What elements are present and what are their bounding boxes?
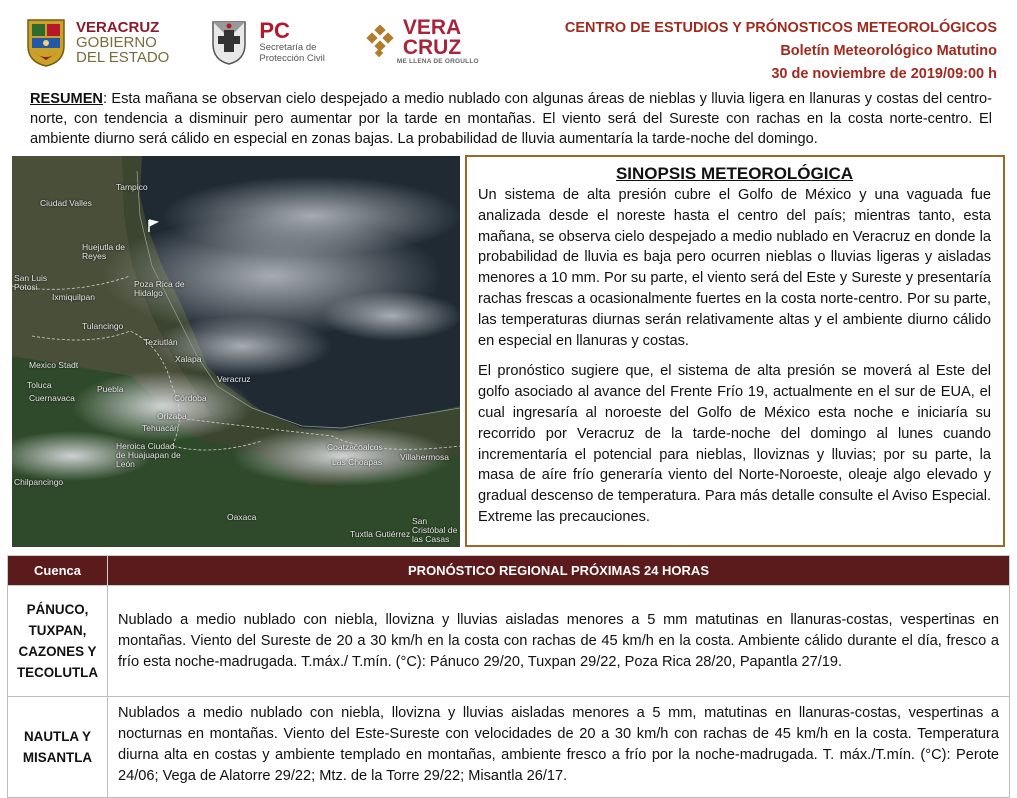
map-city-label: Mexico Stadt <box>29 360 79 370</box>
map-city-label: Las Choapas <box>332 457 383 467</box>
table-row <box>8 697 1010 798</box>
map-city-label: Toluca <box>27 380 52 390</box>
veracruz-brand-logo <box>363 18 479 66</box>
map-city-label: Chilpancingo <box>14 477 64 487</box>
satellite-map <box>12 156 460 547</box>
logo-veracruz-line1: VERACRUZ <box>76 18 160 36</box>
synopsis-box <box>465 155 1005 547</box>
map-city-label: Cuernavaca <box>29 393 75 403</box>
basin-cell: NAUTLA Y MISANTLA <box>8 697 108 798</box>
logo-vc-line2: CRUZ <box>402 36 462 59</box>
map-city-label: San Cristóbal de las Casas <box>412 516 458 544</box>
map-city-label: Ixmiquilpan <box>52 292 95 302</box>
map-city-label: Puebla <box>97 384 124 394</box>
map-city-label: Orizaba <box>157 411 187 421</box>
logo-pc-line2: Protección Civil <box>259 53 325 64</box>
map-city-label: San Luis Potosi <box>14 273 48 292</box>
center-name: CENTRO DE ESTUDIOS Y PRÓNOSTICOS METEOROLÓGICOS <box>564 20 997 36</box>
forecast-table <box>7 555 1010 798</box>
header-basin: Cuenca <box>8 556 108 586</box>
map-city-label: Heroica Ciudad de Huajuapan de León <box>116 441 181 469</box>
map-city-label: Veracruz <box>217 374 251 384</box>
synopsis-paragraph-2: El pronóstico sugiere que, el sistema de alta presión se moverá al Este del golfo asociado al avance del Frente Frío 19, actualmente en el sur de EUA, el cual ingresaría al noroeste del Golfo de México esta noche e iniciaría su recorrido por Veracruz de la tarde-noche del domingo al lunes cuando incrementaría el potencial para nieblas, lloviznas y lluvias; por su parte, la masa de aíre frío generaría viento del Norte-Noroeste, oleaje algo elevado y gradual descenso de temperatura. Para más detalle consulte el Aviso Especial. Extreme las precauciones. <box>478 363 991 525</box>
logo-veracruz-line3: DEL ESTADO <box>76 48 170 66</box>
map-city-label: Huejutla de Reyes <box>82 242 126 261</box>
synopsis-title: SINOPSIS METEOROLÓGICA <box>615 164 854 183</box>
bulletin-header <box>565 17 997 86</box>
civil-protection-emblem-icon <box>207 16 251 68</box>
summary-label: RESUMEN <box>30 91 103 107</box>
map-city-label: Córdoba <box>174 393 207 403</box>
header-logos <box>24 10 479 74</box>
header-forecast: PRONÓSTICO REGIONAL PRÓXIMAS 24 HORAS <box>108 556 1010 586</box>
map-city-label: Tampico <box>116 182 148 192</box>
logo-pc-abbr: PC <box>259 18 290 43</box>
bulletin-date: 30 de noviembre de 2019/09:00 h <box>771 66 997 82</box>
map-city-label: Teziutlán <box>144 337 178 347</box>
logo-vc-line1: VERA <box>402 16 462 39</box>
map-city-label: Tulancingo <box>82 321 124 331</box>
map-city-label: Poza Rica de Hidalgo <box>134 279 185 298</box>
diamond-pattern-icon <box>363 25 397 59</box>
map-city-label: Tehuacán <box>142 423 179 433</box>
proteccion-civil-logo <box>207 16 324 68</box>
logo-veracruz-line2: GOBIERNO <box>76 33 157 51</box>
bulletin-title: Boletín Meteorológico Matutino <box>780 43 997 59</box>
map-city-label: Villahermosa <box>400 452 449 462</box>
map-city-label: Coatzacoalcos <box>327 442 383 452</box>
state-shield-icon <box>24 16 68 68</box>
basin-cell: PÁNUCO, TUXPAN, CAZONES Y TECOLUTLA <box>8 586 108 697</box>
map-city-label: Xalapa <box>175 354 202 364</box>
table-row <box>8 586 1010 697</box>
map-city-label: Oaxaca <box>227 512 257 522</box>
summary-text: : Esta mañana se observan cielo despejado a medio nublado con algunas áreas de nieblas y lluvia ligera en llanuras y costas del centro-norte, con tendencia a disminuir pero aumentar por la tarde en montañas. El viento será del Sureste con rachas en la costa norte-centro. El ambiente diurno será cálido en especial en zonas bajas. La probabilidad de lluvia aumentaría la tarde-noche del domingo. <box>30 91 992 147</box>
forecast-cell: Nublados a medio nublado con niebla, llovizna y lluvias aisladas menores a 5 mm, matutinas en llanuras-costas, vespertinas a nocturnas en montañas. Viento del Este-Sureste con velocidades de 20 a 30 km/h con rachas de 45 km/h en la costa. Temperatura diurna alta en costas y ambiente templado en montañas, ambiente fresco a frío por la noche-madrugada. T. máx./T.mín. (°C): Perote 24/06; Vega de Alatorre 29/22; Mtz. de la Torre 29/22; Misantla 26/17. <box>108 697 1010 798</box>
forecast-cell: Nublado a medio nublado con niebla, llovizna y lluvias aisladas menores a 5 mm matutinas en llanuras-costas, vespertinas en montañas. Viento del Sureste de 20 a 30 km/h en la costa con rachas de 45 km/h en la costa. Ambiente cálido durante el día, fresco a frío esta noche-madrugada. T.máx./ T.mín. (°C): Pánuco 29/20, Tuxpan 29/22, Poza Rica 28/20, Papantla 27/19. <box>108 586 1010 697</box>
summary-paragraph <box>30 89 992 149</box>
logo-vc-tagline: ME LLENA DE ORGULLO <box>396 58 479 65</box>
table-header-row <box>8 556 1010 586</box>
synopsis-paragraph-1: Un sistema de alta presión cubre el Golfo de México y una vaguada fue analizada desde el noreste hasta el centro del país; mientras tanto, esta mañana, se observa cielo despejado a medio nublado en Veracruz en donde la probabilidad de lluvia es baja pero ocurren nieblas o lluvias ligeras y aisladas menores a 10 mm. Por su parte, el viento será del Este y Sureste y presentaría rachas frescas a ocasionalmente fuertes en la costa norte-centro. Por su parte, las temperaturas diurnas serán relativamente altas y el ambiente diurno cálido en especial en llanuras y costas. <box>478 187 991 349</box>
map-city-label: Tuxtla Gutiérrez <box>350 529 411 539</box>
veracruz-government-logo <box>24 16 169 68</box>
map-city-label: Ciudad Valles <box>40 198 92 208</box>
logo-pc-line1: Secretaría de <box>259 42 317 53</box>
satellite-image <box>12 156 460 547</box>
